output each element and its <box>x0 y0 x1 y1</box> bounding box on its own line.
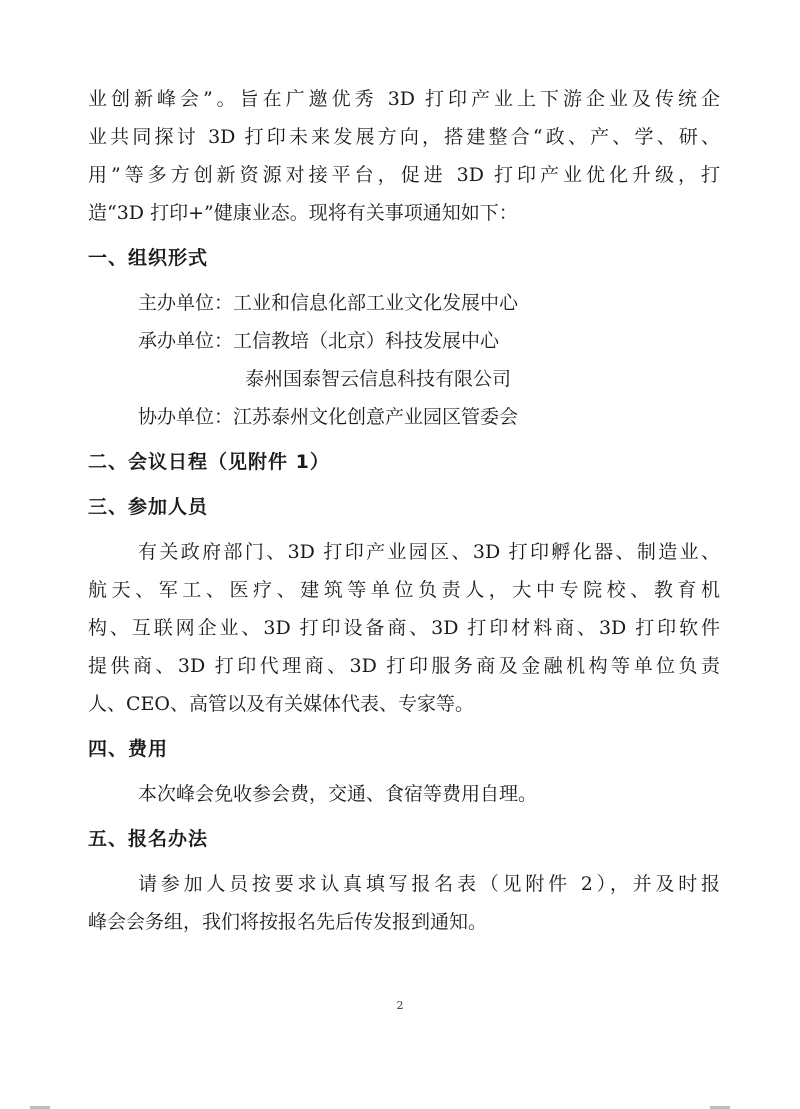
section-heading-participants: 三、参加人员 <box>88 496 209 518</box>
intro-paragraph <box>88 80 720 232</box>
page-number: 2 <box>396 999 404 1012</box>
section-heading-schedule: 二、会议日程（见附件 1） <box>88 451 330 473</box>
participants-paragraph <box>88 533 720 723</box>
participants-line-4: 提供商、3D 打印代理商、3D 打印服务商及金融机构等单位负责 <box>88 655 720 677</box>
registration-line-2: 峰会会务组，我们将按报名先后传发报到通知。 <box>88 911 488 933</box>
intro-line-2: 业共同探讨 3D 打印未来发展方向，搭建整合“政、产、学、研、 <box>88 126 720 148</box>
host-unit: 主办单位：工业和信息化部工业文化发展中心 <box>138 292 519 314</box>
participants-line-1: 有关政府部门、3D 打印产业园区、3D 打印孵化器、制造业、 <box>138 541 720 563</box>
participants-line-5: 人、CEO、高管以及有关媒体代表、专家等。 <box>88 693 474 715</box>
organization-list <box>88 284 720 436</box>
fees-line-1: 本次峰会免收参会费，交通、食宿等费用自理。 <box>138 783 538 805</box>
registration-paragraph <box>88 865 720 941</box>
registration-line-1: 请参加人员按要求认真填写报名表（见附件 2），并及时报 <box>138 873 720 895</box>
participants-line-3: 构、互联网企业、3D 打印设备商、3D 打印材料商、3D 打印软件 <box>88 617 720 639</box>
participants-line-2: 航天、军工、医疗、建筑等单位负责人，大中专院校、教育机 <box>88 579 720 601</box>
organizer-unit-second: 泰州国泰智云信息科技有限公司 <box>245 368 512 390</box>
section-heading-organization: 一、组织形式 <box>88 247 209 269</box>
document-body <box>88 80 720 941</box>
intro-line-3: 用”等多方创新资源对接平台，促进 3D 打印产业优化升级，打 <box>88 164 720 186</box>
intro-line-1: 业创新峰会”。旨在广邀优秀 3D 打印产业上下游企业及传统企 <box>88 88 720 110</box>
section-heading-fees: 四、费用 <box>88 738 169 760</box>
organizer-unit: 承办单位：工信教培（北京）科技发展中心 <box>138 330 500 352</box>
intro-line-4: 造“3D 打印+”健康业态。现将有关事项通知如下： <box>88 202 518 224</box>
section-heading-registration: 五、报名办法 <box>88 828 209 850</box>
co-organizer-unit: 协办单位：江苏泰州文化创意产业园区管委会 <box>138 406 519 428</box>
fees-paragraph <box>88 775 720 813</box>
